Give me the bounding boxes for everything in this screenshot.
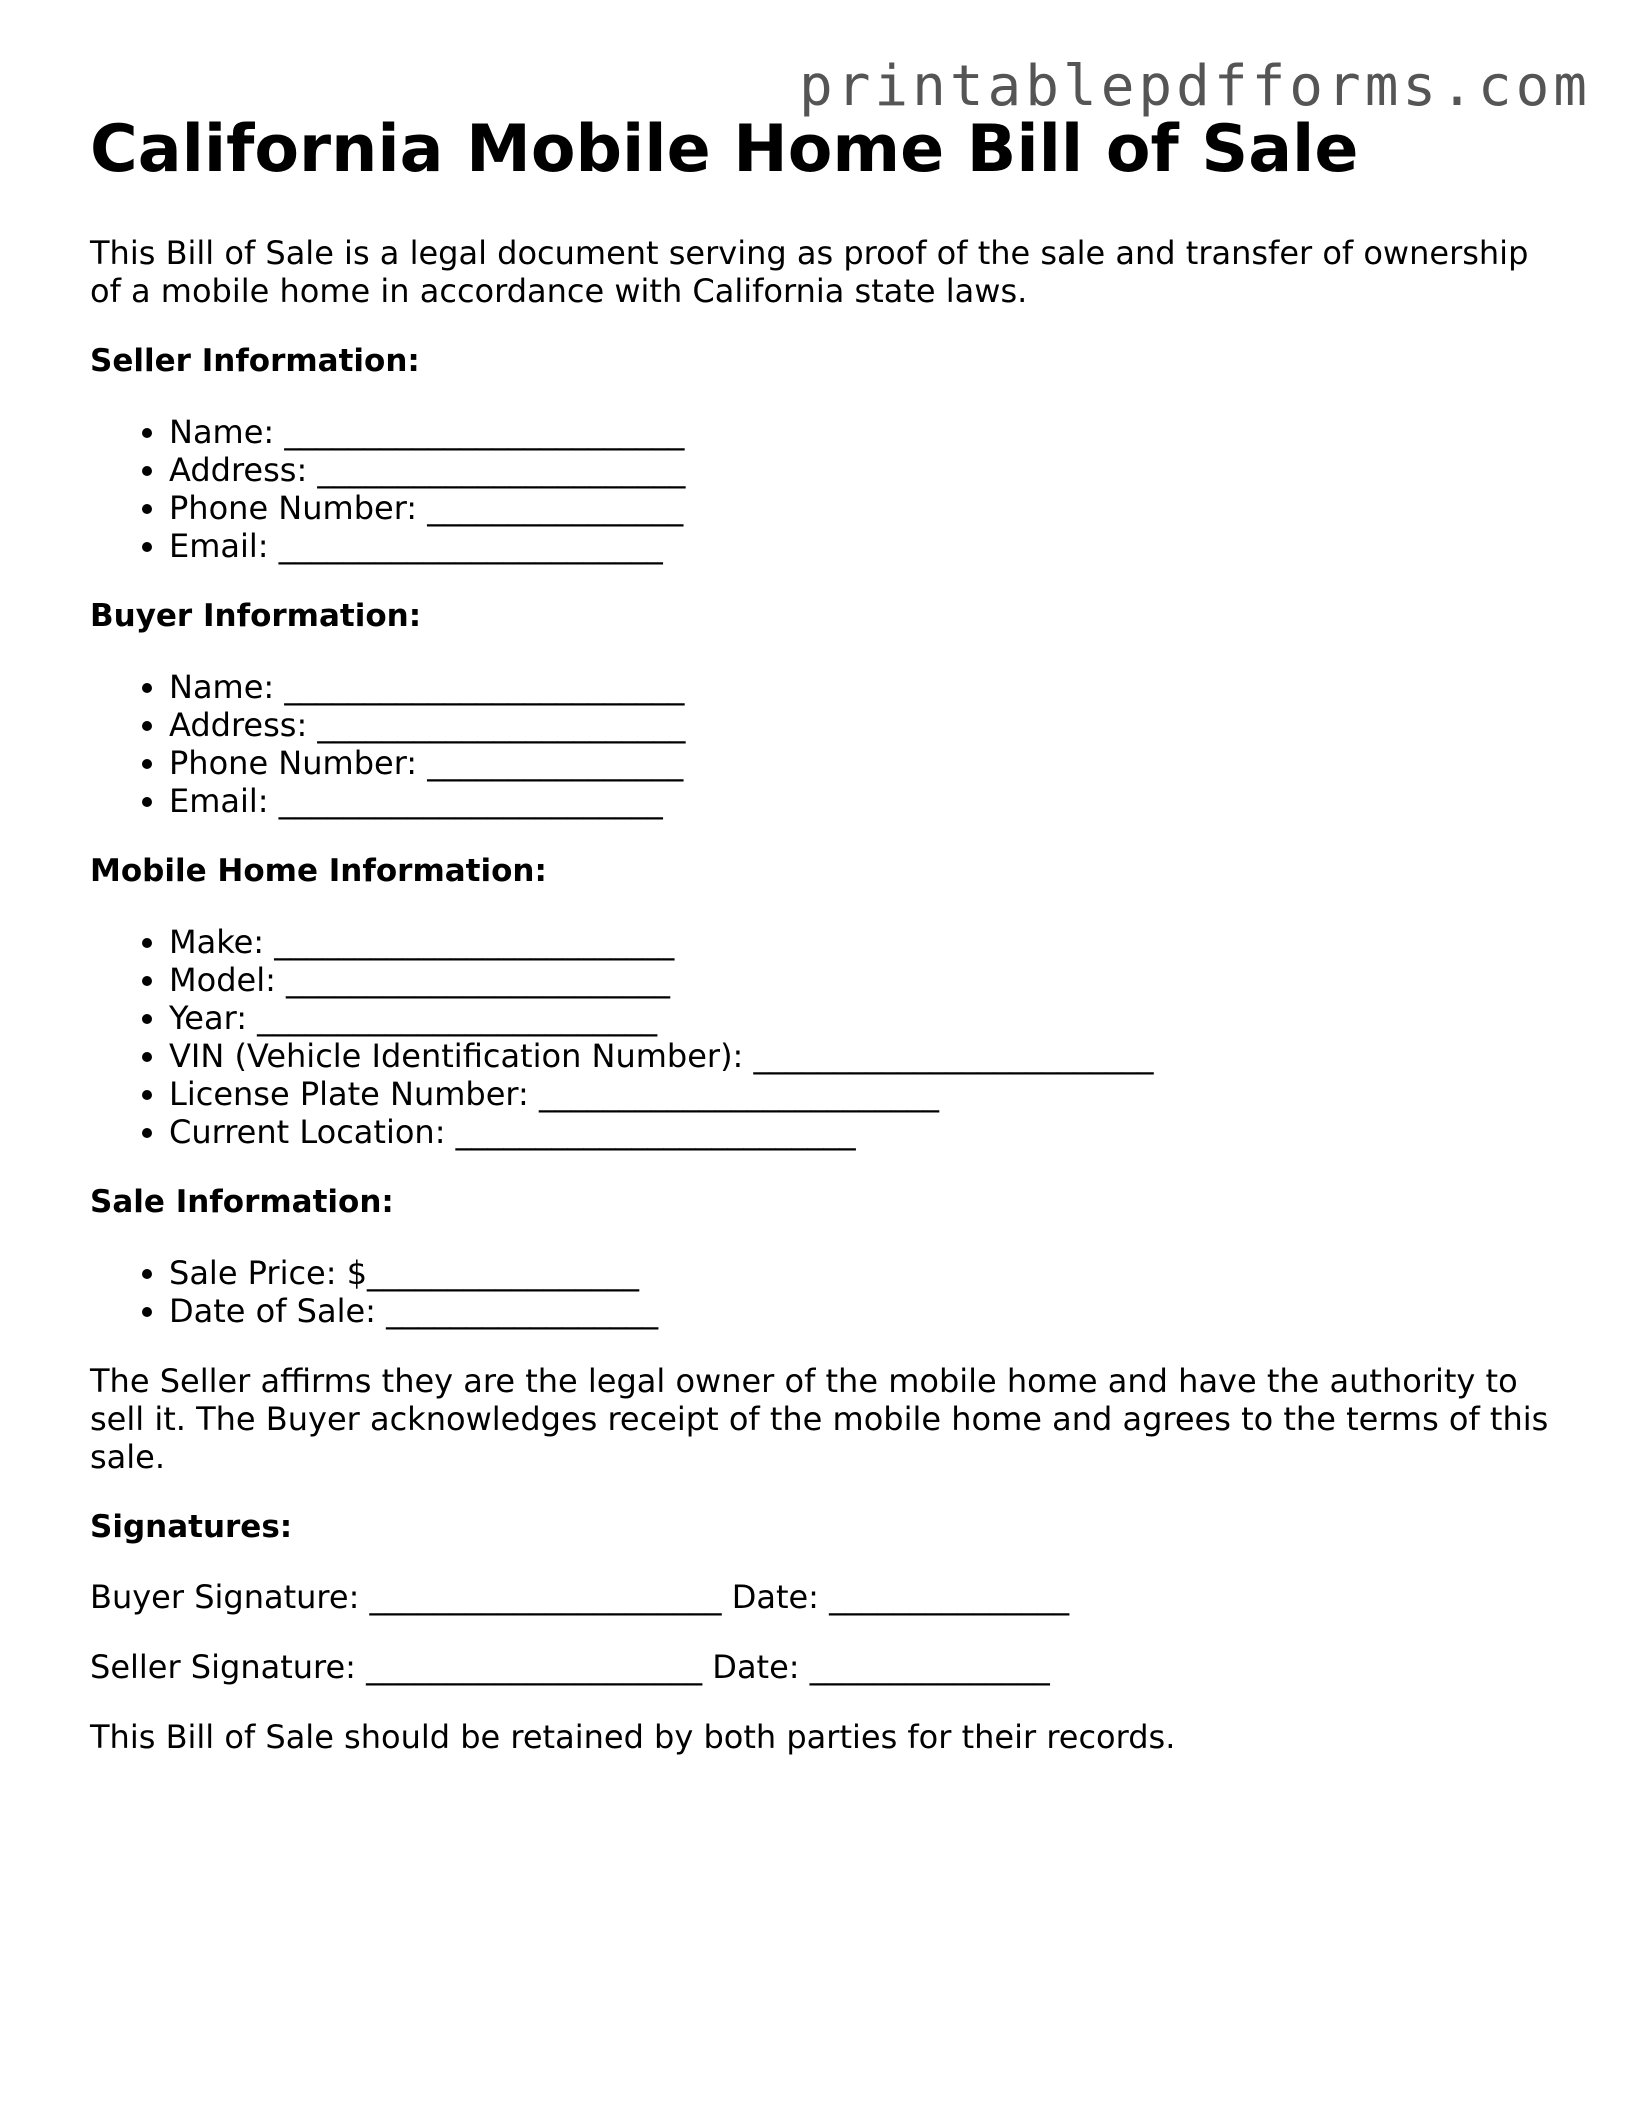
seller-fields-list: [90, 413, 1550, 565]
model-field[interactable]: • Model: ________________________: [169, 961, 1550, 999]
seller-section-heading: Seller Information:: [90, 343, 420, 379]
seller-name-field[interactable]: • Name: _________________________: [169, 413, 1550, 451]
buyer-name-field[interactable]: • Name: _________________________: [169, 668, 1550, 706]
year-field[interactable]: • Year: _________________________: [169, 999, 1550, 1037]
affirmation-paragraph: The Seller affirms they are the legal owner of the mobile home and have the authority to sell it. The Buyer acknowledges receipt of the mobile home and agrees to the terms of this sale.: [90, 1362, 1549, 1476]
buyer-address-field[interactable]: • Address: _______________________: [169, 706, 1550, 744]
buyer-email-field[interactable]: • Email: ________________________: [169, 782, 1550, 820]
sale-section-heading: Sale Information:: [90, 1184, 394, 1220]
watermark-text: printablepdfforms.com: [798, 54, 1591, 119]
current-location-field[interactable]: • Current Location: _________________________: [169, 1113, 1550, 1151]
buyer-phone-field[interactable]: • Phone Number: ________________: [169, 744, 1550, 782]
vin-field[interactable]: • VIN (Vehicle Identification Number): _________________________: [169, 1037, 1550, 1075]
seller-phone-field[interactable]: • Phone Number: ________________: [169, 489, 1550, 527]
buyer-signature-line[interactable]: Buyer Signature: ______________________ Date: _______________: [90, 1578, 1070, 1616]
make-field[interactable]: • Make: _________________________: [169, 923, 1550, 961]
mobile-home-fields-list: [90, 923, 1550, 1151]
license-plate-field[interactable]: • License Plate Number: _________________________: [169, 1075, 1550, 1113]
seller-signature-line[interactable]: Seller Signature: _____________________ Date: _______________: [90, 1648, 1050, 1686]
date-of-sale-field[interactable]: • Date of Sale: _________________: [169, 1292, 1550, 1330]
seller-address-field[interactable]: • Address: _______________________: [169, 451, 1550, 489]
sale-price-field[interactable]: • Sale Price: $_________________: [169, 1254, 1550, 1292]
document-title: California Mobile Home Bill of Sale: [90, 112, 1359, 187]
intro-paragraph: This Bill of Sale is a legal document serving as proof of the sale and transfer of ownership of a mobile home in accordance with California state laws.: [90, 234, 1529, 310]
buyer-fields-list: [90, 668, 1550, 820]
seller-email-field[interactable]: • Email: ________________________: [169, 527, 1550, 565]
document-page: [90, 110, 1550, 1756]
sale-fields-list: [90, 1254, 1550, 1330]
signatures-section-heading: Signatures:: [90, 1509, 293, 1545]
buyer-section-heading: Buyer Information:: [90, 598, 422, 634]
retain-note: This Bill of Sale should be retained by both parties for their records.: [90, 1718, 1176, 1756]
mobile-home-section-heading: Mobile Home Information:: [90, 853, 547, 889]
